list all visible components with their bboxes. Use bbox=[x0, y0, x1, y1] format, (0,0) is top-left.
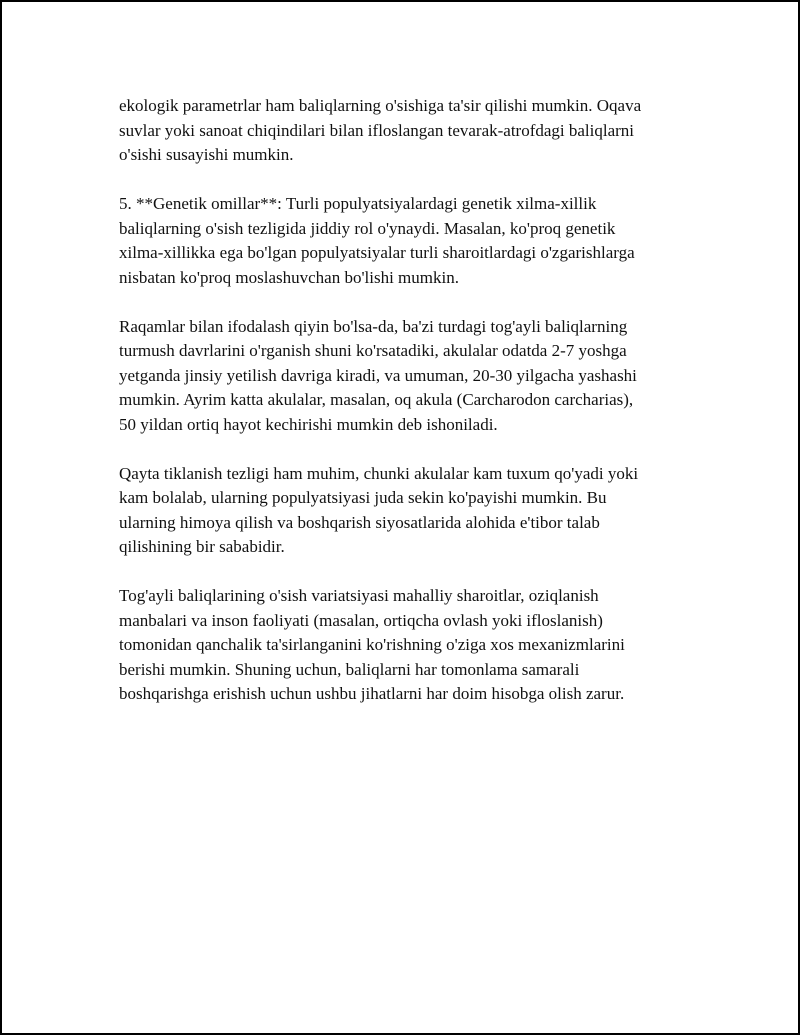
paragraph bbox=[119, 584, 699, 707]
paragraph bbox=[119, 315, 699, 438]
text-line: turmush davrlarini o'rganish shuni ko'rsatadiki, akulalar odatda 2-7 yoshga bbox=[119, 341, 627, 360]
text-line: mumkin. Ayrim katta akulalar, masalan, oq akula (Carcharodon carcharias), bbox=[119, 390, 634, 409]
text-line: Qayta tiklanish tezligi ham muhim, chunki akulalar kam tuxum qo'yadi yoki bbox=[119, 463, 639, 483]
document-body bbox=[119, 94, 699, 731]
paragraph bbox=[119, 192, 699, 290]
text-line: manbalari va inson faoliyati (masalan, ortiqcha ovlash yoki ifloslanish) bbox=[119, 610, 603, 630]
text-line: nisbatan ko'proq moslashuvchan bo'lishi mumkin. bbox=[119, 267, 459, 287]
text-line: o'sishi susayishi mumkin. bbox=[119, 145, 294, 164]
text-line: kam bolalab, ularning populyatsiyasi juda sekin ko'payishi mumkin. Bu bbox=[119, 488, 607, 507]
paragraph bbox=[119, 462, 699, 560]
text-line: yetganda jinsiy yetilish davriga kiradi, va umuman, 20-30 yilgacha yashashi bbox=[119, 365, 637, 385]
text-line: baliqlarning o'sish tezligida jiddiy rol o'ynaydi. Masalan, ko'proq genetik bbox=[119, 218, 616, 238]
text-line: boshqarishga erishish uchun ushbu jihatlarni har doim hisobga olish zarur. bbox=[119, 684, 625, 703]
text-line: ekologik parametrlar ham baliqlarning o'sishiga ta'sir qilishi mumkin. Oqava bbox=[119, 96, 642, 115]
text-line: xilma-xillikka ega bo'lgan populyatsiyalar turli sharoitlardagi o'zgarishlarga bbox=[119, 243, 635, 262]
text-line: tomonidan qanchalik ta'sirlanganini ko'rishning o'ziga xos mexanizmlarini bbox=[119, 635, 625, 654]
text-line: qilishining bir sababidir. bbox=[119, 537, 285, 556]
text-line: 50 yildan ortiq hayot kechirishi mumkin deb ishoniladi. bbox=[119, 414, 498, 434]
text-line: 5. **Genetik omillar**: Turli populyatsiyalardagi genetik xilma-xillik bbox=[119, 194, 597, 213]
text-line: Raqamlar bilan ifodalash qiyin bo'lsa-da, ba'zi turdagi tog'ayli baliqlarning bbox=[119, 316, 628, 336]
paragraph bbox=[119, 94, 699, 168]
text-line: berishi mumkin. Shuning uchun, baliqlarni har tomonlama samarali bbox=[119, 659, 580, 679]
text-line: Tog'ayli baliqlarining o'sish variatsiyasi mahalliy sharoitlar, oziqlanish bbox=[119, 586, 599, 605]
text-line: suvlar yoki sanoat chiqindilari bilan ifloslangan tevarak-atrofdagi baliqlarni bbox=[119, 120, 635, 140]
text-line: ularning himoya qilish va boshqarish siyosatlarida alohida e'tibor talab bbox=[119, 512, 600, 532]
